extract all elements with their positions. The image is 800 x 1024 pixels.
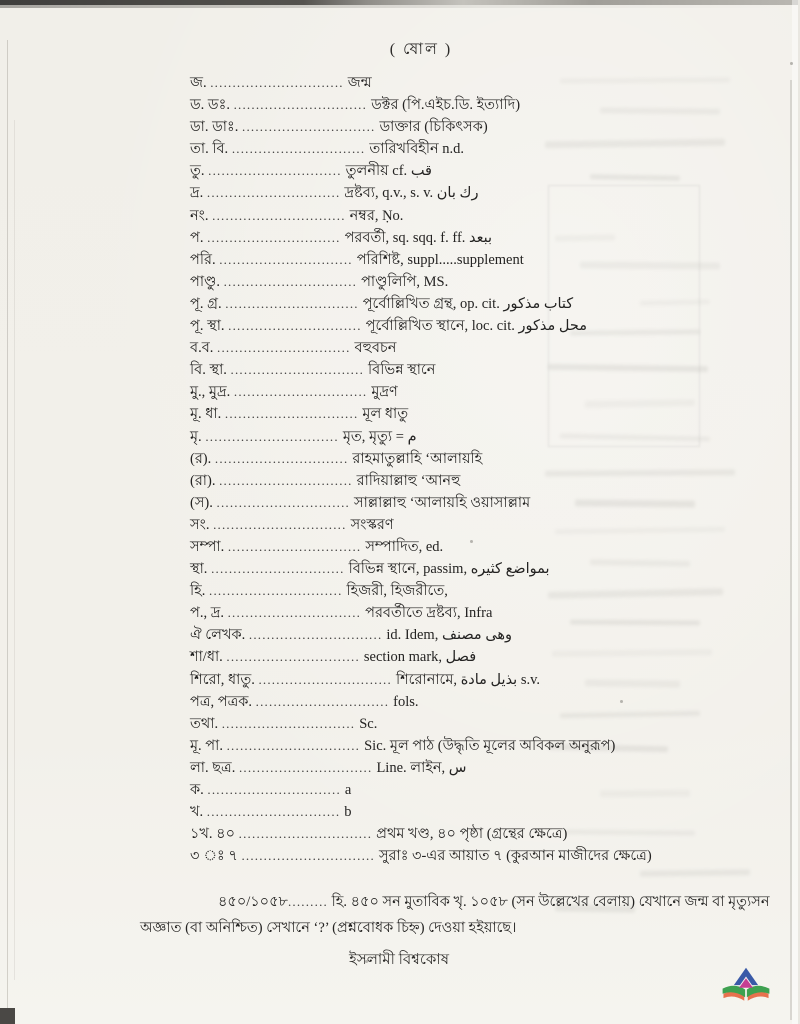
dot-leader: .............................. — [219, 472, 353, 488]
abbreviation-entry — [190, 646, 764, 668]
page-right-margin-strip — [792, 0, 798, 1024]
dot-leader: ......... — [287, 893, 328, 909]
abbreviation: শা/ধা. — [190, 649, 223, 666]
definition: section mark, فصل — [363, 649, 477, 666]
abbreviation: বি. স্থা. — [190, 362, 227, 379]
abbreviation-entry — [190, 558, 764, 580]
abbreviation: শিরো, ধাতু. — [190, 671, 255, 688]
definition: পাণ্ডুলিপি, MS. — [361, 273, 449, 290]
abbreviation-entry — [190, 116, 764, 138]
abbreviation: ব.ব. — [190, 340, 214, 357]
abbreviation: খ. — [190, 804, 204, 821]
abbreviation-entry — [190, 691, 764, 713]
open-book-arrow-logo — [720, 962, 772, 1010]
dot-leader: .............................. — [207, 782, 341, 797]
abbreviation-entry — [190, 315, 764, 337]
abbreviation: পাণ্ডু. — [190, 273, 220, 290]
dot-leader: .............................. — [242, 119, 376, 135]
abbreviation-entry — [190, 845, 764, 867]
abbreviation: মূ. পা. — [190, 737, 223, 754]
definition: ডক্টর (পি.এইচ.ডি. ইত্যাদি) — [371, 97, 521, 114]
abbreviation-entry — [190, 227, 764, 249]
abbreviation-entry — [190, 624, 764, 646]
abbreviation-entry — [190, 403, 764, 425]
abbreviation-entry — [190, 580, 764, 602]
scan-corner-mark — [0, 1008, 15, 1024]
abbreviation-cell — [190, 492, 350, 516]
dot-leader: .............................. — [223, 273, 358, 289]
abbreviation-entry — [190, 536, 764, 558]
abbreviation-cell — [190, 359, 364, 383]
abbreviation-entry — [190, 72, 764, 94]
abbreviation-entry — [190, 801, 764, 823]
dot-leader: .............................. — [226, 649, 360, 665]
abbreviation-cell — [190, 845, 375, 869]
abbreviation-cell — [190, 426, 339, 450]
dot-leader: .............................. — [207, 229, 341, 245]
definition: বিভিন্ন স্থানে, passim, بمواضع كثيره — [348, 561, 550, 578]
abbreviation-cell — [190, 602, 361, 626]
definition: তারিখবিহীন n.d. — [369, 141, 465, 158]
dot-leader: .............................. — [210, 75, 344, 90]
definition: জন্ম — [347, 75, 372, 91]
abbreviation: জ. — [190, 75, 207, 91]
abbreviation-cell — [190, 779, 341, 803]
definition: সম্পাদিত, ed. — [365, 538, 444, 555]
abbreviation-cell — [190, 381, 367, 405]
closing-entry-text: হি. ৪৫০ সন মুতাবিক খৃ. ১০৫৮ (সন উল্লেখের বেলায়) যেখানে জন্ম বা মৃত্যুসন অজ্ঞাত (বা অনিশ্চিত) সেখানে ‘?’ (প্রশ্নবোধক চিহ্ন) দেওয়া হইয়াছে। — [140, 893, 770, 936]
abbreviation: দ্র. — [190, 185, 204, 202]
abbreviation: তথা. — [190, 715, 219, 732]
abbreviation-cell — [190, 72, 344, 96]
abbreviation-entry — [190, 359, 764, 381]
abbreviation-entry — [190, 271, 764, 293]
abbreviation-entry — [190, 514, 764, 536]
definition: পরবর্তীতে দ্রষ্টব্য, Infra — [365, 605, 493, 622]
abbreviation-cell — [190, 116, 376, 140]
abbreviation-entry — [190, 823, 764, 845]
abbreviation-cell — [190, 757, 372, 781]
definition: মুদ্রণ — [371, 384, 398, 401]
dot-leader: .............................. — [209, 583, 343, 599]
abbreviation-entry — [190, 138, 764, 160]
abbreviation-cell — [190, 646, 360, 670]
abbreviation-cell — [190, 315, 362, 339]
abbreviation: ৪৫০/১০৫৮ — [218, 893, 288, 910]
abbreviation-cell — [190, 514, 347, 538]
abbreviation-entry — [190, 182, 764, 204]
abbreviation: তা. বি. — [190, 141, 229, 158]
dot-leader: .............................. — [255, 693, 390, 709]
abbreviation-entry — [190, 669, 764, 691]
abbreviation-entry — [190, 470, 764, 492]
page-left-crease-2 — [14, 120, 15, 980]
page-left-crease — [7, 40, 8, 1010]
definition: সংস্করণ — [350, 516, 394, 533]
definition: id. Idem, وهى مصنف — [386, 627, 513, 644]
abbreviation-cell — [190, 271, 357, 295]
abbreviation-cell — [190, 293, 359, 317]
abbreviation-entry — [190, 94, 764, 116]
abbreviation: লা. ছত্র. — [190, 759, 236, 776]
abbreviation-entry — [190, 735, 764, 757]
definition: প্রথম খণ্ড, ৪০ পৃষ্ঠা (গ্রন্থের ক্ষেত্রে) — [376, 826, 568, 843]
abbreviation-cell — [190, 558, 345, 582]
definition: পরবর্তী, sq. sqq. f. ff. ببعد — [344, 229, 493, 246]
abbreviation: ক. — [190, 782, 204, 798]
definition: বিভিন্ন স্থানে — [368, 362, 436, 379]
abbreviation: প. — [190, 229, 204, 246]
abbreviation-cell — [190, 448, 348, 472]
dot-leader: .............................. — [238, 826, 373, 842]
abbreviation-entry — [190, 249, 764, 271]
abbreviation-cell — [190, 160, 342, 184]
dot-leader: .............................. — [226, 737, 361, 753]
definition: নম্বর, Ṇo. — [349, 207, 404, 224]
abbreviation-entry — [190, 160, 764, 182]
abbreviation: ৩ ঃ ৭ — [190, 848, 238, 865]
dot-leader: .............................. — [230, 362, 365, 378]
abbreviation-entry — [190, 205, 764, 227]
dot-leader: .............................. — [241, 848, 375, 864]
definition: Sc. — [359, 715, 378, 732]
definition: Sic. মূল পাঠ (উদ্ধৃতি মূলের অবিকল অনুরূপ) — [364, 737, 616, 754]
abbreviation: (স). — [190, 494, 213, 511]
dot-leader: .............................. — [238, 759, 373, 775]
dot-leader: .............................. — [212, 207, 346, 223]
dot-leader: .............................. — [231, 141, 366, 157]
closing-entry — [140, 889, 800, 941]
abbreviation: সং. — [190, 516, 210, 533]
definition: পূর্বোল্লিখিত গ্রন্থ, op. cit. كتاب مذكور — [362, 295, 574, 312]
definition: b — [344, 804, 352, 821]
abbreviation-cell — [190, 823, 372, 847]
definition: শিরোনামে, بذيل مادة s.v. — [395, 671, 541, 688]
definition: দ্রষ্টব্য, q.v., s. v. رك بان — [344, 185, 479, 202]
abbreviation: তু. — [190, 163, 205, 180]
abbreviation-cell — [190, 205, 346, 229]
abbreviation-cell — [190, 94, 367, 118]
abbreviation-entry — [190, 426, 764, 448]
definition: হিজরী, হিজরীতে, — [346, 583, 448, 600]
dot-leader: .............................. — [258, 671, 392, 687]
dot-leader: .............................. — [208, 163, 342, 179]
abbreviation-entry — [190, 492, 764, 514]
definition: বহুবচন — [354, 340, 397, 357]
dot-leader: .............................. — [217, 340, 351, 356]
dot-leader: .............................. — [224, 406, 359, 422]
abbreviation-cell — [190, 337, 351, 361]
dot-leader: .............................. — [227, 538, 362, 554]
abbreviation-cell — [190, 249, 353, 273]
abbreviation: ডা. ডাঃ. — [190, 119, 239, 136]
abbreviation-cell — [190, 470, 353, 494]
abbreviation-entry — [190, 448, 764, 470]
abbreviation-cell — [190, 182, 340, 206]
abbreviation-cell — [190, 801, 340, 825]
definition: রাহমাতুল্লাহি ‘আলায়হি — [352, 450, 483, 467]
definition: পরিশিষ্ট, suppl.....supplement — [356, 251, 524, 268]
definition: a — [344, 782, 352, 798]
scan-top-shadow — [0, 5, 798, 8]
abbreviation: ঐ লেখক. — [190, 627, 246, 644]
dot-leader: .............................. — [233, 97, 368, 113]
abbreviation-cell — [190, 138, 365, 162]
abbreviation-cell — [190, 580, 343, 604]
abbreviation: নং. — [190, 207, 209, 224]
book-title-footer: ইসলামী বিশ্বকোষ — [349, 952, 449, 968]
dot-leader: .............................. — [216, 494, 350, 510]
abbreviation-entry — [190, 337, 764, 359]
definition: পূর্বোল্লিখিত স্থানে, loc. cit. محل مذكور — [365, 318, 587, 335]
dot-leader: .............................. — [248, 627, 383, 643]
dot-leader: .............................. — [225, 295, 359, 311]
abbreviation: পূ. স্থা. — [190, 318, 225, 335]
abbreviation: পত্র, পত্রক. — [190, 693, 253, 710]
abbreviation: স্থা. — [190, 561, 208, 578]
abbreviation: (রা). — [190, 472, 216, 489]
abbreviation-cell — [190, 624, 382, 648]
abbreviation: সম্পা. — [190, 538, 225, 555]
dot-leader: .............................. — [221, 715, 356, 731]
page-number: ( ষোল ) — [389, 41, 453, 58]
abbreviation: মু., মুদ্র. — [190, 384, 231, 401]
dot-leader: .............................. — [228, 318, 362, 334]
abbreviation-cell — [190, 536, 361, 560]
abbreviation-cell — [190, 403, 358, 427]
dot-leader: .............................. — [214, 450, 349, 466]
abbreviation: মূ. ধা. — [190, 406, 222, 423]
dot-leader: .............................. — [233, 384, 368, 400]
dot-leader: .............................. — [213, 516, 347, 532]
definition: রাদিয়াল্লাহু ‘আনহু — [356, 472, 461, 489]
definition: fols. — [393, 693, 419, 710]
abbreviation-entry — [190, 381, 764, 403]
definition: Line. লাইন, س — [376, 759, 467, 776]
abbreviation: প., দ্র. — [190, 605, 224, 622]
page-header — [0, 36, 798, 63]
abbreviation-cell — [190, 691, 389, 715]
definition: মৃত, মৃত্যু = م — [342, 428, 417, 445]
definition: সুরাঃ ৩-এর আয়াত ৭ (কুরআন মাজীদের ক্ষেত্রে) — [378, 848, 652, 865]
definition: তুলনীয় cf. قب — [345, 163, 432, 180]
abbreviation: (র). — [190, 450, 212, 467]
dot-leader: .............................. — [206, 185, 341, 201]
abbreviation: পরি. — [190, 251, 216, 268]
definition: সাল্লাল্লাহু ‘আলায়হি ওয়াসাল্লাম — [354, 494, 531, 511]
dot-leader: .............................. — [219, 251, 353, 267]
abbreviation-cell — [190, 735, 360, 759]
dot-leader: .............................. — [211, 561, 345, 577]
abbreviation-cell — [190, 227, 341, 251]
dot-leader: .............................. — [205, 428, 339, 444]
abbreviation: ড. ডঃ. — [190, 97, 230, 114]
abbreviation: পূ. গ্র. — [190, 295, 222, 312]
abbreviation-cell — [190, 669, 392, 693]
abbreviation-entry — [190, 779, 764, 801]
definition: মূল ধাতু — [362, 406, 409, 423]
abbreviation: মৃ. — [190, 428, 202, 445]
abbreviation: ১খ. ৪০ — [190, 826, 236, 843]
abbreviation-entry — [190, 713, 764, 735]
abbreviation-entry — [190, 757, 764, 779]
abbreviation-entry — [190, 602, 764, 624]
abbreviation: হি. — [190, 583, 206, 600]
abbreviation-cell — [190, 713, 355, 737]
dot-leader: .............................. — [206, 804, 341, 820]
definition: ডাক্তার (চিকিৎসক) — [379, 119, 488, 136]
abbreviation-entry — [190, 293, 764, 315]
abbreviation-list — [190, 72, 764, 867]
dot-leader: .............................. — [227, 605, 362, 621]
